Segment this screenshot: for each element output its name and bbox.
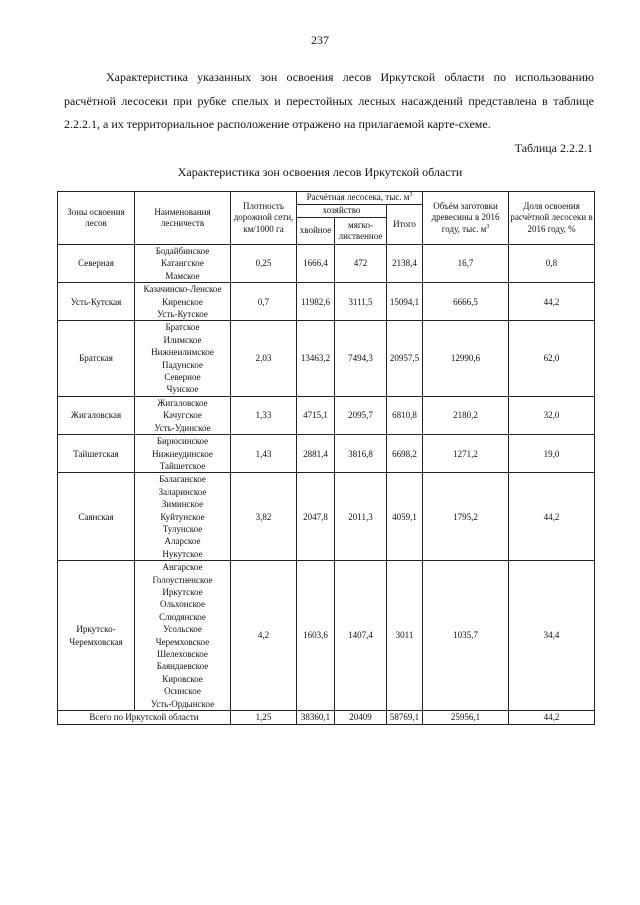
page-number: 237 [311, 33, 329, 47]
forestry-name: Зиминское [161, 499, 204, 510]
table-number: Таблица 2.2.2.1 [514, 141, 593, 155]
forestry-name: Братское [165, 322, 200, 333]
cell-coniferous: 1603,6 [297, 561, 335, 711]
table-row [58, 473, 595, 561]
forestry-name: Качугское [163, 410, 202, 421]
forestry-name: Чунское [166, 384, 199, 395]
forestry-name: Голоустненское [152, 574, 213, 585]
header-total: Итого [387, 205, 423, 245]
cell-forestries [135, 473, 231, 561]
cell-coniferous: 1666,4 [297, 245, 335, 283]
table-row [58, 561, 595, 711]
cell-zone: Жигаловская [58, 396, 135, 434]
total-coniferous: 38360,1 [297, 711, 335, 725]
forestry-name: Киренское [162, 296, 203, 307]
header-zone: Зоны освоения лесов [58, 192, 135, 245]
cell-harvest: 6666,5 [423, 283, 509, 321]
header-coniferous: хвойное [297, 218, 335, 245]
forestry-name: Усть-Кутское [157, 309, 208, 320]
total-share: 44,2 [509, 711, 595, 725]
cell-total: 20957,5 [387, 321, 423, 396]
cell-density: 1,43 [231, 435, 297, 473]
cell-deciduous: 2011,3 [335, 473, 387, 561]
header-allowable-cut: Расчётная лесосека, тыс. $м^3$ [297, 192, 423, 205]
header-deciduous: мягко-лиственное [335, 218, 387, 245]
forestry-name: Слюдянское [159, 611, 206, 622]
total-harvest: 25956,1 [423, 711, 509, 725]
header-economy: хозяйство [297, 205, 387, 218]
forestry-name: Илимское [163, 334, 202, 345]
cell-harvest: 12990,6 [423, 321, 509, 396]
forest-zones-table [57, 191, 595, 725]
forestry-name: Нижнеудинское [152, 448, 213, 459]
cell-total: 15094,1 [387, 283, 423, 321]
forestry-name: Тулунское [162, 523, 203, 534]
cell-coniferous: 4715,1 [297, 396, 335, 434]
cell-density: 1,33 [231, 396, 297, 434]
forestry-name: Куйтунское [160, 511, 205, 522]
total-deciduous: 20409 [335, 711, 387, 725]
forestry-name: Мамское [165, 270, 200, 281]
cell-harvest: 2180,2 [423, 396, 509, 434]
forestry-name: Кировское [162, 673, 203, 684]
cell-forestries [135, 396, 231, 434]
cell-total: 2138,4 [387, 245, 423, 283]
cell-forestries [135, 561, 231, 711]
cell-zone: Тайшетская [58, 435, 135, 473]
cell-zone: Саянская [58, 473, 135, 561]
table-row [58, 245, 595, 283]
header-share: Доля освоения расчётной лесосеки в 2016 году, % [509, 192, 595, 245]
forestry-name: Ангарское [162, 562, 203, 573]
cell-total: 3011 [387, 561, 423, 711]
cell-total: 6698,2 [387, 435, 423, 473]
forestry-name: Иркутское [162, 586, 203, 597]
cell-density: 0,25 [231, 245, 297, 283]
forestry-name: Тайшетское [159, 460, 206, 471]
cell-share: 32,0 [509, 396, 595, 434]
cell-harvest: 1271,2 [423, 435, 509, 473]
table-row [58, 435, 595, 473]
cell-deciduous: 472 [335, 245, 387, 283]
cell-zone: Иркутско-Черемховская [58, 561, 135, 711]
cell-coniferous: 2047,8 [297, 473, 335, 561]
cell-deciduous: 1407,4 [335, 561, 387, 711]
forestry-name: Осинское [164, 686, 201, 697]
cell-total: 4059,1 [387, 473, 423, 561]
table-title: Характеристика зон освоения лесов Иркутской области [177, 165, 463, 179]
cell-density: 0,7 [231, 283, 297, 321]
table-row [58, 396, 595, 434]
cell-deciduous: 2095,7 [335, 396, 387, 434]
cell-coniferous: 2881,4 [297, 435, 335, 473]
cell-deciduous: 3816,8 [335, 435, 387, 473]
cell-share: 19,0 [509, 435, 595, 473]
cell-zone: Усть-Кутская [58, 283, 135, 321]
forestry-name: Жигаловское [157, 397, 208, 408]
cell-harvest: 1795,2 [423, 473, 509, 561]
forestry-name: Катангское [161, 258, 204, 269]
cell-share: 34,4 [509, 561, 595, 711]
cell-deciduous: 3111,5 [335, 283, 387, 321]
cell-density: 2,03 [231, 321, 297, 396]
total-density: 1,25 [231, 711, 297, 725]
header-forestries: Наименования лесничеств [135, 192, 231, 245]
cell-total: 6810,8 [387, 396, 423, 434]
forestry-name: Усольское [163, 624, 202, 635]
forestry-name: Нижнеилимское [151, 347, 214, 358]
header-density: Плотность дорожной сети, км/1000 га [231, 192, 297, 245]
cell-zone: Братская [58, 321, 135, 396]
table-row [58, 321, 595, 396]
cell-share: 0,8 [509, 245, 595, 283]
cell-harvest: 16,7 [423, 245, 509, 283]
forestry-name: Бодайбинское [155, 246, 210, 256]
forestry-name: Усть-Ордынское [150, 698, 215, 709]
cell-density: 3,82 [231, 473, 297, 561]
cell-share: 44,2 [509, 283, 595, 321]
intro-paragraph: Характеристика указанных зон освоения лесов Иркутской области по использованию расчётной лесосеки при рубке спелых и перестойных лесных насаждений представлена в таблице 2.2.2.1, а их территориальное расположение отражено на прилагаемой карте-схеме. [64, 70, 594, 131]
cell-forestries [135, 435, 231, 473]
cell-coniferous: 13463,2 [297, 321, 335, 396]
forestry-name: Казачинско-Ленское [143, 284, 222, 295]
forestry-name: Усть-Удинское [154, 422, 211, 433]
cell-coniferous: 11982,6 [297, 283, 335, 321]
cell-harvest: 1035,7 [423, 561, 509, 711]
forestry-name: Северное [164, 372, 201, 383]
forestry-name: Падунское [162, 359, 203, 370]
cell-share: 62,0 [509, 321, 595, 396]
header-harvest: Объём заготовки древесины в 2016 году, тыс. $м^3$ [423, 192, 509, 245]
cell-forestries [135, 245, 231, 283]
cell-zone: Северная [58, 245, 135, 283]
cell-share: 44,2 [509, 473, 595, 561]
cell-deciduous: 7494,3 [335, 321, 387, 396]
total-total: 58769,1 [387, 711, 423, 725]
total-row [58, 711, 595, 725]
cell-forestries [135, 321, 231, 396]
forestry-name: Нукутское [162, 548, 203, 559]
forestry-name: Шелеховское [157, 649, 208, 659]
cell-density: 4,2 [231, 561, 297, 711]
cell-forestries [135, 283, 231, 321]
forestry-name: Ольхонское [159, 599, 206, 610]
forestry-name: Балаганское [159, 474, 206, 485]
forestry-name: Черемховское [155, 636, 210, 647]
forestry-name: Заларинское [158, 486, 207, 497]
total-label: Всего по Иркутской области [58, 711, 231, 725]
forestry-name: Баяндаевское [156, 661, 209, 672]
table-row [58, 283, 595, 321]
forestry-name: Бирюсинское [156, 436, 209, 447]
forestry-name: Аларское [164, 536, 201, 547]
